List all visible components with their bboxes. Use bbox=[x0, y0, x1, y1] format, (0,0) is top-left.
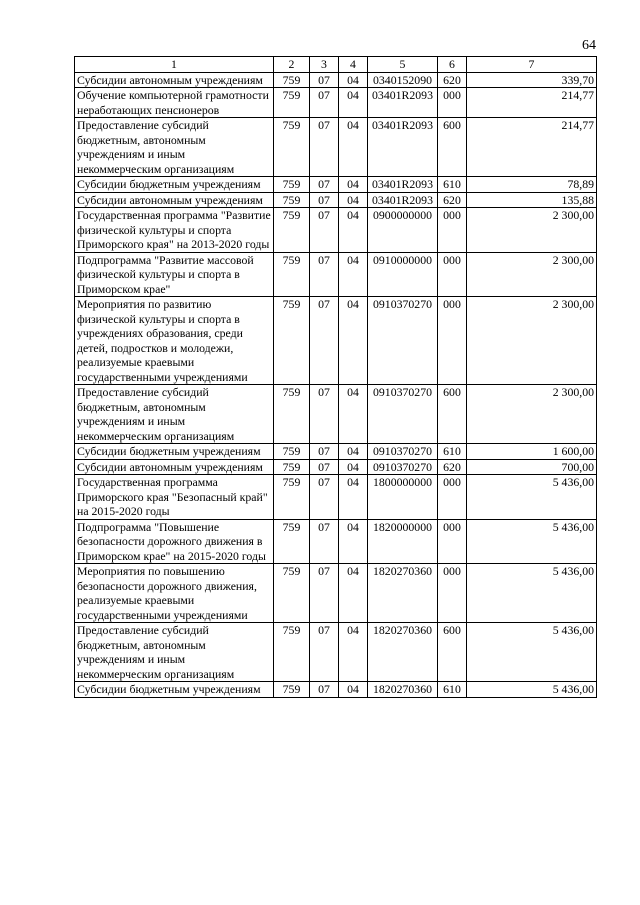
amount-cell: 5 436,00 bbox=[467, 519, 597, 564]
amount-cell: 214,77 bbox=[467, 88, 597, 118]
section-code-cell: 07 bbox=[310, 252, 339, 297]
table-row bbox=[75, 118, 597, 177]
amount-cell: 2 300,00 bbox=[467, 297, 597, 385]
section-code-cell: 07 bbox=[310, 385, 339, 444]
subsection-code-cell: 04 bbox=[339, 208, 368, 253]
target-article-cell: 1800000000 bbox=[368, 475, 438, 520]
target-article-cell: 0910370270 bbox=[368, 459, 438, 475]
row-name-cell: Государственная программа "Развитие физической культуры и спорта Приморского края" на 2013-2020 годы bbox=[75, 208, 274, 253]
section-code-cell: 07 bbox=[310, 72, 339, 88]
subsection-code-cell: 04 bbox=[339, 682, 368, 698]
amount-cell: 5 436,00 bbox=[467, 564, 597, 623]
target-article-cell: 0340152090 bbox=[368, 72, 438, 88]
section-code-cell: 07 bbox=[310, 564, 339, 623]
ministry-code-cell: 759 bbox=[274, 297, 310, 385]
row-name-cell: Предоставление субсидий бюджетным, автономным учреждениям и иным некоммерческим организациям bbox=[75, 385, 274, 444]
amount-cell: 5 436,00 bbox=[467, 682, 597, 698]
amount-cell: 2 300,00 bbox=[467, 252, 597, 297]
subsection-code-cell: 04 bbox=[339, 444, 368, 460]
target-article-cell: 03401R2093 bbox=[368, 192, 438, 208]
row-name-cell: Субсидии автономным учреждениям bbox=[75, 72, 274, 88]
subsection-code-cell: 04 bbox=[339, 177, 368, 193]
amount-cell: 700,00 bbox=[467, 459, 597, 475]
ministry-code-cell: 759 bbox=[274, 177, 310, 193]
table-row bbox=[75, 459, 597, 475]
column-header: 4 bbox=[339, 57, 368, 73]
subsection-code-cell: 04 bbox=[339, 192, 368, 208]
column-header: 1 bbox=[75, 57, 274, 73]
subsection-code-cell: 04 bbox=[339, 72, 368, 88]
expense-type-cell: 000 bbox=[438, 208, 467, 253]
section-code-cell: 07 bbox=[310, 297, 339, 385]
expense-type-cell: 000 bbox=[438, 475, 467, 520]
table-row bbox=[75, 177, 597, 193]
row-name-cell: Мероприятия по повышению безопасности дорожного движения, реализуемые краевыми государственными учреждениями bbox=[75, 564, 274, 623]
row-name-cell: Субсидии автономным учреждениям bbox=[75, 459, 274, 475]
column-header: 5 bbox=[368, 57, 438, 73]
table-row bbox=[75, 88, 597, 118]
ministry-code-cell: 759 bbox=[274, 385, 310, 444]
target-article-cell: 03401R2093 bbox=[368, 118, 438, 177]
target-article-cell: 0910370270 bbox=[368, 444, 438, 460]
amount-cell: 339,70 bbox=[467, 72, 597, 88]
ministry-code-cell: 759 bbox=[274, 623, 310, 682]
subsection-code-cell: 04 bbox=[339, 252, 368, 297]
ministry-code-cell: 759 bbox=[274, 459, 310, 475]
ministry-code-cell: 759 bbox=[274, 208, 310, 253]
budget-table bbox=[74, 56, 597, 698]
section-code-cell: 07 bbox=[310, 118, 339, 177]
subsection-code-cell: 04 bbox=[339, 385, 368, 444]
section-code-cell: 07 bbox=[310, 623, 339, 682]
amount-cell: 5 436,00 bbox=[467, 623, 597, 682]
target-article-cell: 1820270360 bbox=[368, 682, 438, 698]
row-name-cell: Предоставление субсидий бюджетным, автономным учреждениям и иным некоммерческим организациям bbox=[75, 623, 274, 682]
row-name-cell: Мероприятия по развитию физической культуры и спорта в учреждениях образования, среди детей, подростков и молодежи, реализуемые краевыми государственными учреждениями bbox=[75, 297, 274, 385]
target-article-cell: 03401R2093 bbox=[368, 177, 438, 193]
section-code-cell: 07 bbox=[310, 459, 339, 475]
expense-type-cell: 600 bbox=[438, 385, 467, 444]
header-row bbox=[75, 57, 597, 73]
target-article-cell: 1820270360 bbox=[368, 623, 438, 682]
section-code-cell: 07 bbox=[310, 177, 339, 193]
column-header: 7 bbox=[467, 57, 597, 73]
row-name-cell: Государственная программа Приморского края "Безопасный край" на 2015-2020 годы bbox=[75, 475, 274, 520]
expense-type-cell: 000 bbox=[438, 564, 467, 623]
table-row bbox=[75, 192, 597, 208]
table-body bbox=[75, 72, 597, 697]
target-article-cell: 1820270360 bbox=[368, 564, 438, 623]
ministry-code-cell: 759 bbox=[274, 252, 310, 297]
expense-type-cell: 620 bbox=[438, 72, 467, 88]
section-code-cell: 07 bbox=[310, 192, 339, 208]
section-code-cell: 07 bbox=[310, 682, 339, 698]
table-row bbox=[75, 682, 597, 698]
ministry-code-cell: 759 bbox=[274, 682, 310, 698]
row-name-cell: Субсидии бюджетным учреждениям bbox=[75, 682, 274, 698]
table-row bbox=[75, 252, 597, 297]
table-row bbox=[75, 385, 597, 444]
row-name-cell: Субсидии автономным учреждениям bbox=[75, 192, 274, 208]
expense-type-cell: 600 bbox=[438, 623, 467, 682]
expense-type-cell: 600 bbox=[438, 118, 467, 177]
amount-cell: 1 600,00 bbox=[467, 444, 597, 460]
amount-cell: 214,77 bbox=[467, 118, 597, 177]
section-code-cell: 07 bbox=[310, 208, 339, 253]
row-name-cell: Обучение компьютерной грамотности неработающих пенсионеров bbox=[75, 88, 274, 118]
row-name-cell: Субсидии бюджетным учреждениям bbox=[75, 177, 274, 193]
table-row bbox=[75, 564, 597, 623]
amount-cell: 2 300,00 bbox=[467, 208, 597, 253]
column-header: 2 bbox=[274, 57, 310, 73]
amount-cell: 5 436,00 bbox=[467, 475, 597, 520]
column-header: 3 bbox=[310, 57, 339, 73]
section-code-cell: 07 bbox=[310, 475, 339, 520]
table-row bbox=[75, 519, 597, 564]
row-name-cell: Подпрограмма "Повышение безопасности дорожного движения в Приморском крае" на 2015-2020 годы bbox=[75, 519, 274, 564]
expense-type-cell: 000 bbox=[438, 297, 467, 385]
row-name-cell: Предоставление субсидий бюджетным, автономным учреждениям и иным некоммерческим организациям bbox=[75, 118, 274, 177]
table-row bbox=[75, 475, 597, 520]
amount-cell: 135,88 bbox=[467, 192, 597, 208]
expense-type-cell: 610 bbox=[438, 177, 467, 193]
page-number: 64 bbox=[582, 38, 596, 53]
expense-type-cell: 000 bbox=[438, 88, 467, 118]
row-name-cell: Субсидии бюджетным учреждениям bbox=[75, 444, 274, 460]
expense-type-cell: 610 bbox=[438, 682, 467, 698]
ministry-code-cell: 759 bbox=[274, 444, 310, 460]
table-row bbox=[75, 444, 597, 460]
section-code-cell: 07 bbox=[310, 519, 339, 564]
amount-cell: 78,89 bbox=[467, 177, 597, 193]
subsection-code-cell: 04 bbox=[339, 118, 368, 177]
ministry-code-cell: 759 bbox=[274, 519, 310, 564]
table-row bbox=[75, 208, 597, 253]
subsection-code-cell: 04 bbox=[339, 297, 368, 385]
expense-type-cell: 000 bbox=[438, 252, 467, 297]
target-article-cell: 03401R2093 bbox=[368, 88, 438, 118]
expense-type-cell: 620 bbox=[438, 459, 467, 475]
ministry-code-cell: 759 bbox=[274, 118, 310, 177]
subsection-code-cell: 04 bbox=[339, 459, 368, 475]
column-header: 6 bbox=[438, 57, 467, 73]
section-code-cell: 07 bbox=[310, 88, 339, 118]
ministry-code-cell: 759 bbox=[274, 475, 310, 520]
target-article-cell: 0910000000 bbox=[368, 252, 438, 297]
subsection-code-cell: 04 bbox=[339, 475, 368, 520]
target-article-cell: 0910370270 bbox=[368, 385, 438, 444]
subsection-code-cell: 04 bbox=[339, 564, 368, 623]
ministry-code-cell: 759 bbox=[274, 72, 310, 88]
ministry-code-cell: 759 bbox=[274, 192, 310, 208]
subsection-code-cell: 04 bbox=[339, 623, 368, 682]
subsection-code-cell: 04 bbox=[339, 88, 368, 118]
expense-type-cell: 610 bbox=[438, 444, 467, 460]
subsection-code-cell: 04 bbox=[339, 519, 368, 564]
target-article-cell: 1820000000 bbox=[368, 519, 438, 564]
target-article-cell: 0900000000 bbox=[368, 208, 438, 253]
target-article-cell: 0910370270 bbox=[368, 297, 438, 385]
amount-cell: 2 300,00 bbox=[467, 385, 597, 444]
table-row bbox=[75, 72, 597, 88]
ministry-code-cell: 759 bbox=[274, 88, 310, 118]
expense-type-cell: 620 bbox=[438, 192, 467, 208]
row-name-cell: Подпрограмма "Развитие массовой физической культуры и спорта в Приморском крае" bbox=[75, 252, 274, 297]
table-row bbox=[75, 623, 597, 682]
ministry-code-cell: 759 bbox=[274, 564, 310, 623]
expense-type-cell: 000 bbox=[438, 519, 467, 564]
table-row bbox=[75, 297, 597, 385]
section-code-cell: 07 bbox=[310, 444, 339, 460]
